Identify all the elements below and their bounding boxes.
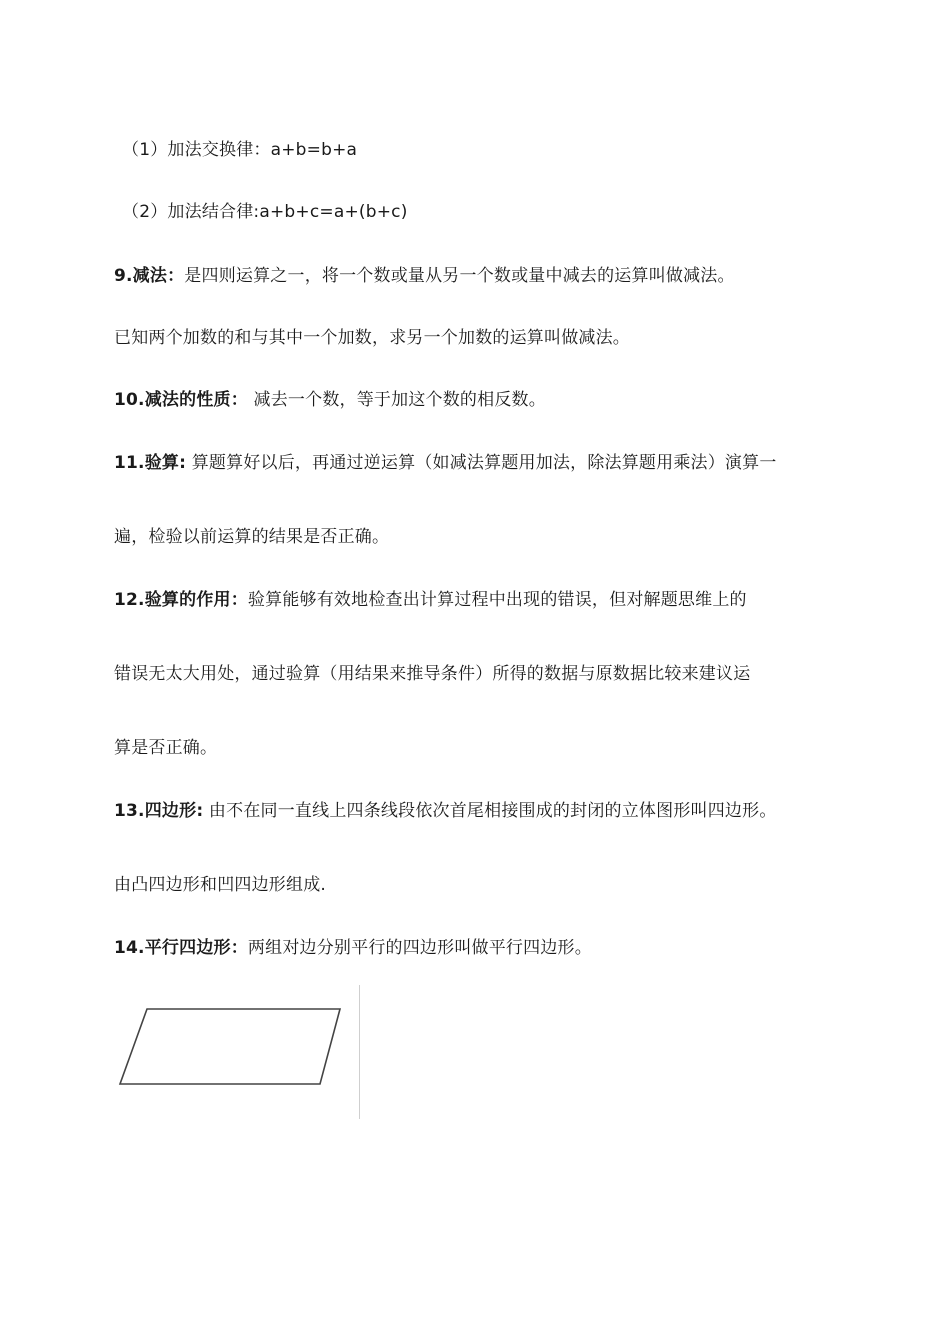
term-checking: 11.验算: — [114, 453, 187, 473]
term-checking-role: 12.验算的作用： — [114, 590, 248, 610]
divider-line — [359, 985, 360, 1119]
line-text: 两组对边分别平行的四边形叫做平行四边形。 — [247, 938, 592, 958]
line-parallelogram — [114, 936, 844, 960]
line-checking — [114, 451, 844, 475]
term-subtraction: 9.减法： — [114, 266, 185, 286]
line-text: 由凸四边形和凹四边形组成. — [114, 875, 327, 895]
line-text: 算是否正确。 — [114, 738, 218, 758]
line-addition-commutative — [122, 138, 852, 162]
parallelogram-shape — [120, 1009, 340, 1084]
term-parallelogram: 14.平行四边形： — [114, 938, 248, 958]
line-addition-associative — [122, 200, 852, 224]
line-subtraction-property — [114, 388, 844, 412]
line-text: 算题算好以后，再通过逆运算（如减法算题用加法，除法算题用乘法）演算一 — [186, 453, 777, 473]
line-text: （2）加法结合律:a+b+c=a+(b+c) — [122, 202, 408, 222]
line-text: （1）加法交换律：a+b=b+a — [122, 140, 358, 160]
line-subtraction-definition — [114, 264, 844, 288]
line-quadrilateral — [114, 799, 844, 823]
parallelogram-figure — [114, 982, 364, 1122]
term-quadrilateral: 13.四边形: — [114, 801, 204, 821]
line-text: 是四则运算之一，将一个数或量从另一个数或量中减去的运算叫做减法。 — [184, 266, 735, 286]
line-text: 由不在同一直线上四条线段依次首尾相接围成的封闭的立体图形叫四边形。 — [203, 801, 777, 821]
line-checking-role — [114, 588, 844, 612]
line-text: 已知两个加数的和与其中一个加数，求另一个加数的运算叫做减法。 — [114, 328, 630, 348]
line-checking-2 — [114, 525, 844, 549]
line-text: 错误无太大用处，通过验算（用结果来推导条件）所得的数据与原数据比较来建议运 — [114, 664, 751, 684]
line-quadrilateral-2 — [114, 873, 844, 897]
term-subtraction-property: 10.减法的性质： — [114, 390, 248, 410]
line-text: 验算能够有效地检查出计算过程中出现的错误，但对解题思维上的 — [247, 590, 747, 610]
line-text: 遍，检验以前运算的结果是否正确。 — [114, 527, 390, 547]
line-checking-role-3 — [114, 736, 844, 760]
line-text: 减去一个数，等于加这个数的相反数。 — [247, 390, 546, 410]
line-checking-role-2 — [114, 662, 844, 686]
line-subtraction-definition-2 — [114, 326, 844, 350]
